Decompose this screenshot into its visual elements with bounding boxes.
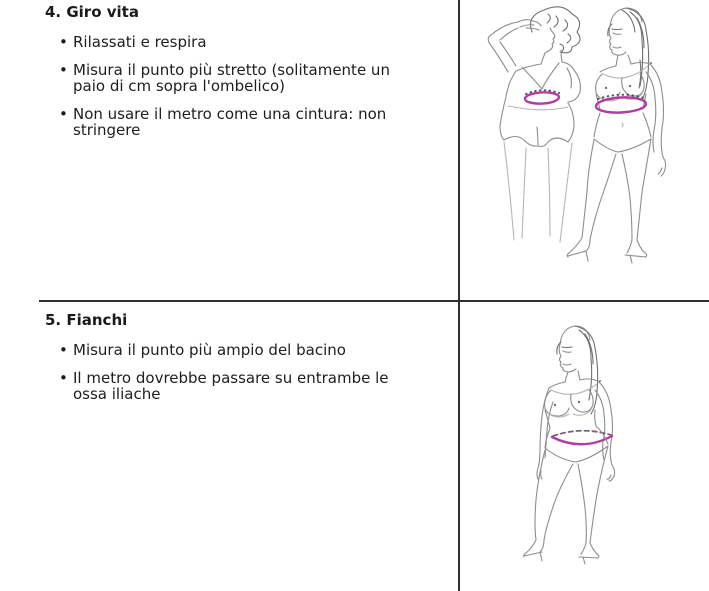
list-item <box>59 342 455 358</box>
bullet-text: • Misura il punto più stretto (solitamente un <box>73 61 390 79</box>
bullet-text: • Il metro dovrebbe passare su entrambe le <box>73 369 389 387</box>
hips-sketch-svg <box>460 300 709 591</box>
bullet-list <box>59 342 455 402</box>
bullet-text: • Non usare il metro come una cintura: non <box>73 105 387 123</box>
section-heading: 4. Giro vita <box>45 3 139 21</box>
list-item <box>59 34 455 50</box>
bullet-text: stringere <box>73 121 141 139</box>
section-fianchi <box>0 311 455 414</box>
back-view-woman-sketch <box>488 7 580 242</box>
waist-sketch-svg <box>460 0 709 296</box>
bullet-list <box>59 34 455 138</box>
list-item <box>59 106 455 138</box>
front-view-woman-sketch-hips <box>524 326 615 564</box>
section-giro-vita <box>0 3 455 150</box>
bullet-text: • Rilassati e respira <box>73 33 207 51</box>
bullet-text: ossa iliache <box>73 385 161 403</box>
bullet-text: • Misura il punto più ampio del bacino <box>73 341 346 359</box>
waist-measurement-illustration <box>460 0 709 296</box>
section-heading: 5. Fianchi <box>45 311 128 329</box>
list-item <box>59 370 455 402</box>
list-item <box>59 62 455 94</box>
waist-tape-line-back-figure <box>525 92 560 105</box>
bullet-text: paio di cm sopra l'ombelico) <box>73 77 285 95</box>
front-view-woman-sketch <box>567 8 665 263</box>
hips-measurement-illustration <box>460 300 709 591</box>
